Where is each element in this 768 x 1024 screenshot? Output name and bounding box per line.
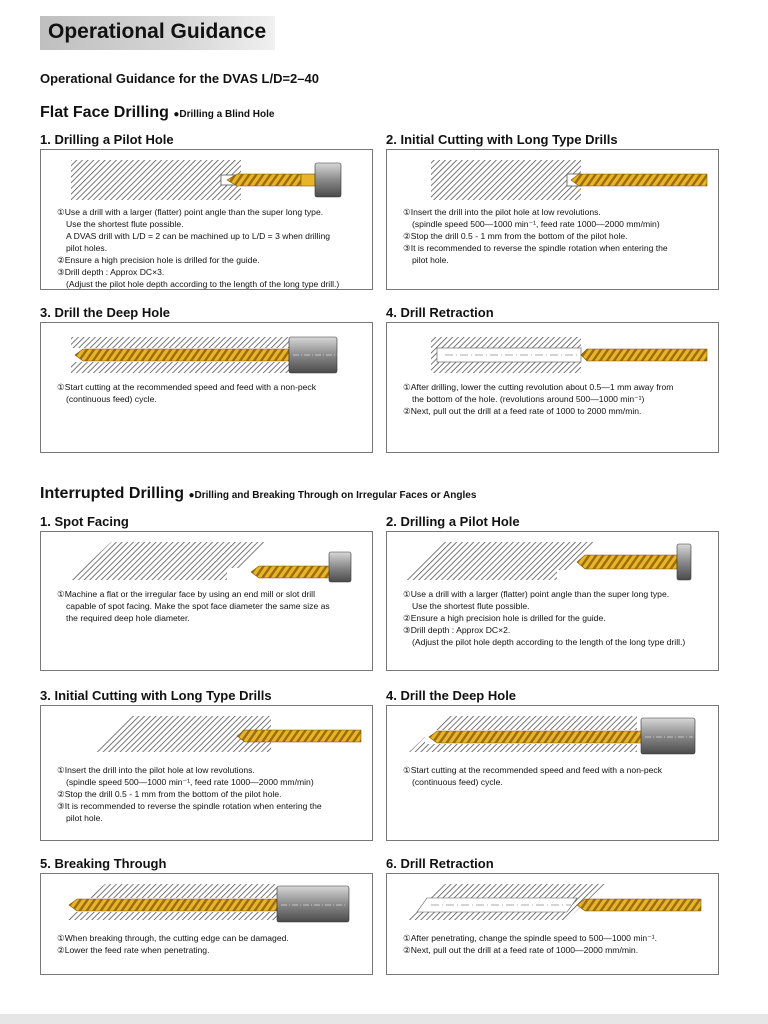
step-panel bbox=[386, 531, 719, 671]
step-title: 1. Drilling a Pilot Hole bbox=[40, 132, 174, 147]
step-instructions: ①After drilling, lower the cutting revolution about 0.5—1 mm away from the bottom of the hole. (revolutions around 500—1000 min⁻¹) ②Next, pull out the drill at a feed rate of 1000 to 2000 mm/min. bbox=[403, 382, 674, 416]
step-panel bbox=[386, 149, 719, 290]
section-note: ●Drilling and Breaking Through on Irregular Faces or Angles bbox=[188, 490, 477, 501]
breaking-through-diagram bbox=[41, 874, 372, 974]
step-title: 6. Drill Retraction bbox=[386, 856, 494, 871]
step-instructions: ①Start cutting at the recommended speed and feed with a non-peck (continuous feed) cycle. bbox=[57, 382, 316, 404]
step-title: 5. Breaking Through bbox=[40, 856, 167, 871]
section-heading: Flat Face Drilling bbox=[40, 104, 169, 121]
step-title: 4. Drill Retraction bbox=[386, 305, 494, 320]
step-panel bbox=[40, 322, 373, 453]
step-instructions: ①Machine a flat or the irregular face by using an end mill or slot drill capable of spot facing. Make the spot face diameter the same size as the required deep hole diameter. bbox=[57, 589, 330, 623]
step-title: 2. Drilling a Pilot Hole bbox=[386, 514, 520, 529]
section-note: ●Drilling a Blind Hole bbox=[173, 109, 275, 120]
step-panel bbox=[386, 873, 719, 975]
page-title: Operational Guidance bbox=[48, 20, 267, 43]
retraction-diagram bbox=[387, 874, 718, 974]
step-title: 4. Drill the Deep Hole bbox=[386, 688, 517, 703]
step-panel bbox=[40, 531, 373, 671]
step-instructions: ①After penetrating, change the spindle speed to 500—1000 min⁻¹. ②Next, pull out the drill at a feed rate of 1000—2000 mm/min. bbox=[403, 933, 657, 955]
step-instructions: ①Use a drill with a larger (flatter) point angle than the super long type. Use the shortest flute possible. A DVAS drill with L/D = 2 can be machined up to L/D = 3 when drilling pilot holes. ②Ensure a high precision hole is drilled for the guide. ③Drill depth : Approx DC×3. (Adjust the pilot hole depth according to the length of the long type drill.) bbox=[57, 207, 340, 289]
step-title: 3. Drill the Deep Hole bbox=[40, 305, 171, 320]
section-interrupted bbox=[40, 485, 476, 503]
step-panel bbox=[386, 322, 719, 453]
footer-bar bbox=[0, 1014, 768, 1024]
step-instructions: ①When breaking through, the cutting edge can be damaged. ②Lower the feed rate when penetrating. bbox=[57, 933, 289, 955]
step-title: 3. Initial Cutting with Long Type Drills bbox=[40, 688, 272, 703]
step-instructions: ①Insert the drill into the pilot hole at low revolutions. (spindle speed 500—1000 min⁻¹, feed rate 1000—2000 mm/min) ②Stop the drill 0.5 - 1 mm from the bottom of the pilot hole. ③It is recommended to reverse the spindle rotation when entering the pilot hole. bbox=[403, 207, 668, 265]
section-flat-face bbox=[40, 104, 274, 122]
step-title: 2. Initial Cutting with Long Type Drills bbox=[386, 132, 618, 147]
step-panel bbox=[40, 705, 373, 841]
step-title: 1. Spot Facing bbox=[40, 514, 129, 529]
step-instructions: ①Start cutting at the recommended speed and feed with a non-peck (continuous feed) cycle. bbox=[403, 765, 662, 787]
step-instructions: ①Insert the drill into the pilot hole at low revolutions. (spindle speed 500—1000 min⁻¹, feed rate 1000—2000 mm/min) ②Stop the drill 0.5 - 1 mm from the bottom of the pilot hole. ③It is recommended to reverse the spindle rotation when entering the pilot hole. bbox=[57, 765, 322, 823]
step-instructions: ①Use a drill with a larger (flatter) point angle than the super long type. Use the shortest flute possible. ②Ensure a high precision hole is drilled for the guide. ③Drill depth : Approx DC×2. (Adjust the pilot hole depth according to the length of the long type drill.) bbox=[403, 589, 686, 647]
step-panel bbox=[40, 873, 373, 975]
step-panel bbox=[386, 705, 719, 841]
page-subtitle: Operational Guidance for the DVAS L/D=2–40 bbox=[40, 71, 319, 86]
section-heading: Interrupted Drilling bbox=[40, 485, 184, 502]
step-panel bbox=[40, 149, 373, 290]
page-title-bar bbox=[40, 16, 275, 50]
